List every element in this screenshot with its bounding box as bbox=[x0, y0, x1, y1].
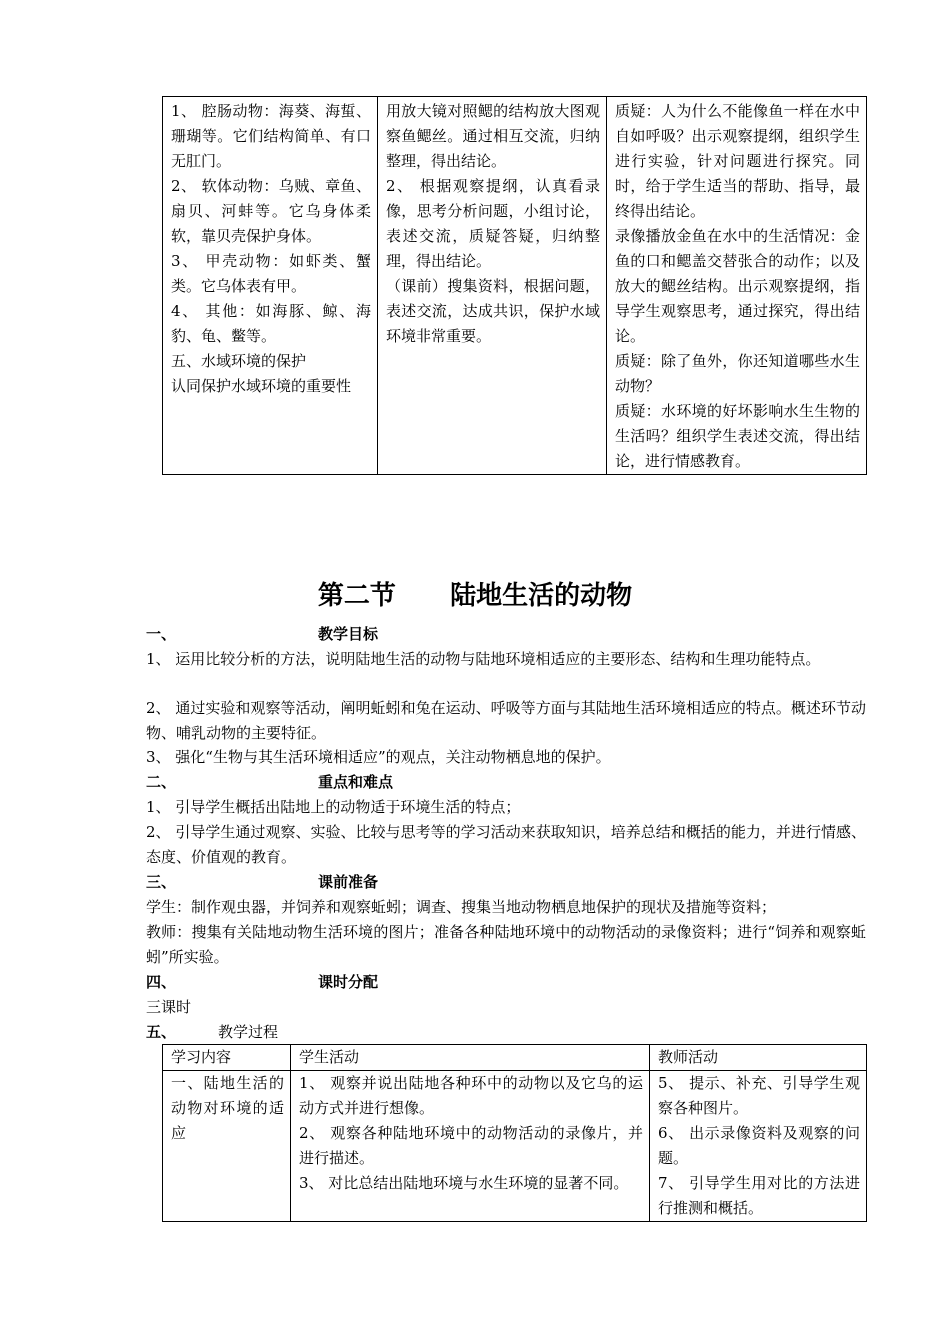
column-header: 教师活动 bbox=[650, 1045, 867, 1071]
prep-item: 学生：制作观虫器，并饲养和观察蚯蚓；调查、搜集当地动物栖息地保护的现状及措施等资料； bbox=[146, 898, 777, 916]
goal-item: 2、 通过实验和观察等活动，阐明蚯蚓和兔在运动、呼吸等方面与其陆地生活环境相适应的特点。概述环节动物、哺乳动物的主要特征。 bbox=[146, 699, 866, 742]
column-header: 学生活动 bbox=[291, 1045, 650, 1071]
key-item: 2、 引导学生通过观察、实验、比较与思考等的学习活动来获取知识，培养总结和概括的能力，并进行情感、态度、价值观的教育。 bbox=[146, 823, 866, 866]
teaching-process-table bbox=[162, 1044, 867, 1222]
activities-table-continued bbox=[162, 96, 867, 475]
list-item: 质疑：除了鱼外，你还知道哪些水生动物？ bbox=[615, 352, 860, 395]
heading-preparation: 三、 课前准备 bbox=[146, 873, 379, 891]
list-item: 2、 软体动物：乌贼、章鱼、扇贝、河蚌等。它乌身体柔软，靠贝壳保护身体。 bbox=[171, 177, 371, 245]
list-item: 2、 根据观察提纲，认真看录像，思考分析问题，小组讨论，表述交流，质疑答疑，归纳整理，得出结论。 bbox=[386, 177, 600, 270]
teacher-activity-cell bbox=[607, 97, 867, 475]
heading-process: 五、 教学过程 bbox=[146, 1023, 279, 1041]
list-item: 6、 出示录像资料及观察的问题。 bbox=[658, 1124, 860, 1167]
list-item: 认同保护水域环境的重要性 bbox=[171, 377, 352, 395]
list-item: 7、 引导学生用对比的方法进行推测和概括。 bbox=[658, 1174, 860, 1217]
list-item: 4、 其他：如海豚、鲸、海豹、龟、鳖等。 bbox=[171, 302, 371, 345]
student-activity-cell bbox=[291, 1071, 650, 1222]
key-item: 1、 引导学生概括出陆地上的动物适于环境生活的特点； bbox=[146, 798, 521, 816]
teacher-activity-cell bbox=[650, 1071, 867, 1222]
list-item: 2、 观察各种陆地环境中的动物活动的录像片，并进行描述。 bbox=[299, 1124, 643, 1167]
list-item: 五、水域环境的保护 bbox=[171, 352, 307, 370]
goal-item: 3、 强化“生物与其生活环境相适应”的观点，关注动物栖息地的保护。 bbox=[146, 748, 611, 766]
hours-text: 三课时 bbox=[146, 998, 192, 1016]
table-row bbox=[163, 97, 867, 475]
heading-objectives: 一、 教学目标 bbox=[146, 625, 379, 643]
list-item: （课前）搜集资料，根据问题，表述交流，达成共识，保护水域环境非常重要。 bbox=[386, 277, 600, 345]
list-item: 3、 甲壳动物：如虾类、蟹类。它乌体表有甲。 bbox=[171, 252, 371, 295]
student-activity-cell bbox=[378, 97, 607, 475]
list-item: 3、 对比总结出陆地环境与水生环境的显著不同。 bbox=[299, 1174, 629, 1192]
list-item: 质疑：人为什么不能像鱼一样在水中自如呼吸？出示观察提纲，组织学生进行实验，针对问题进行探究。同时，给于学生适当的帮助、指导，最终得出结论。 bbox=[615, 102, 860, 220]
list-item: 1、 腔肠动物：海葵、海蜇、珊瑚等。它们结构简单、有口无肛门。 bbox=[171, 102, 371, 170]
heading-key-points: 二、 重点和难点 bbox=[146, 773, 394, 791]
heading-hours: 四、 课时分配 bbox=[146, 973, 379, 991]
list-item: 录像播放金鱼在水中的生活情况：金鱼的口和鳃盖交替张合的动作；以及放大的鳃丝结构。出示观察提纲，指导学生观察思考，通过探究，得出结论。 bbox=[615, 227, 860, 345]
prep-item: 教师：搜集有关陆地动物生活环境的图片；准备各种陆地环境中的动物活动的录像资料；进行“饲养和观察蚯蚓”所实验。 bbox=[146, 923, 866, 966]
goal-item: 1、 运用比较分析的方法，说明陆地生活的动物与陆地环境相适应的主要形态、结构和生理功能特点。 bbox=[146, 650, 821, 668]
table-header-row bbox=[163, 1045, 867, 1071]
list-item: 5、 提示、补充、引导学生观察各种图片。 bbox=[658, 1074, 860, 1117]
content-cell: 一、陆地生活的动物对环境的适应 bbox=[163, 1071, 291, 1222]
column-header: 学习内容 bbox=[163, 1045, 291, 1071]
table-row bbox=[163, 1071, 867, 1222]
content-cell bbox=[163, 97, 378, 475]
list-item: 用放大镜对照鳃的结构放大图观察鱼鳃丝。通过相互交流，归纳整理，得出结论。 bbox=[386, 102, 600, 170]
list-item: 质疑：水环境的好坏影响水生生物的生活吗？组织学生表述交流，得出结论，进行情感教育。 bbox=[615, 402, 860, 470]
section-title: 第二节 陆地生活的动物 bbox=[317, 581, 633, 611]
list-item: 1、 观察并说出陆地各种环中的动物以及它乌的运动方式并进行想像。 bbox=[299, 1074, 643, 1117]
